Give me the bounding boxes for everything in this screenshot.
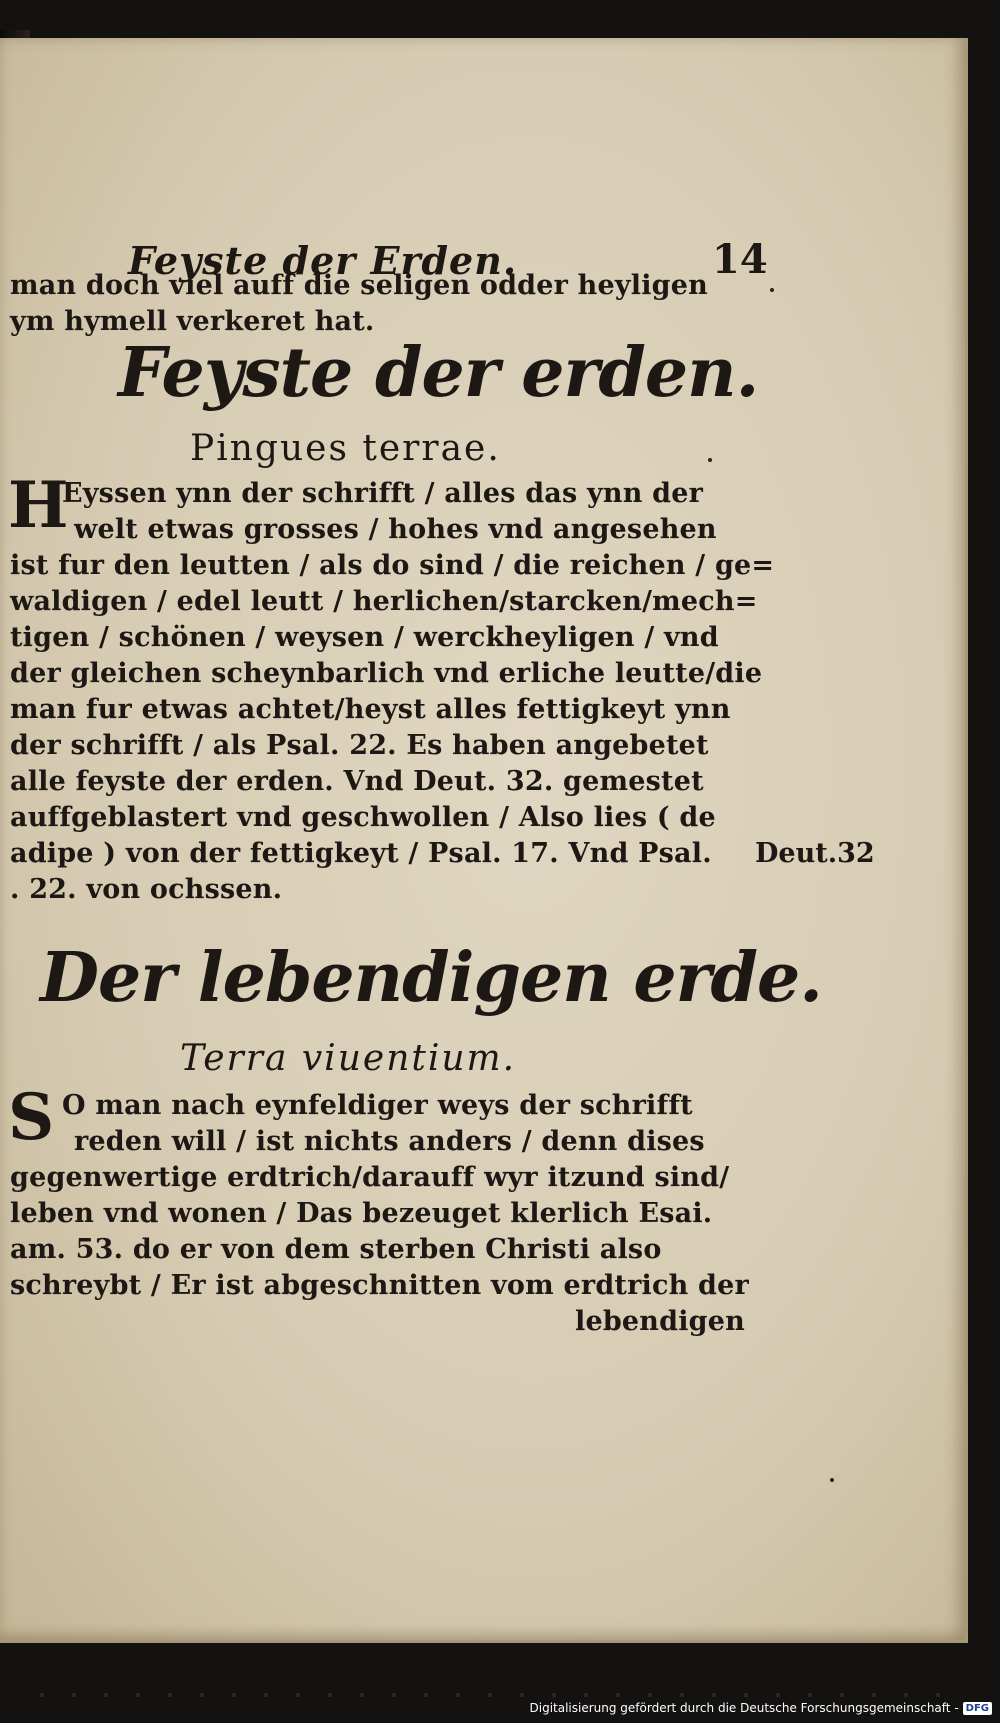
text-line: welt etwas grosses / hohes vnd angesehen xyxy=(74,514,717,545)
text-line: O man nach eynfeldiger weys der schrifft xyxy=(62,1090,693,1121)
text-line: Eyssen ynn der schrifft / alles das ynn der xyxy=(62,478,704,509)
text-line: man fur etwas achtet/heyst alles fettigkeyt ynn xyxy=(10,694,731,725)
catchword: lebendigen xyxy=(575,1306,745,1337)
text-line: ist fur den leutten / als do sind / die reichen / ge= xyxy=(10,550,775,581)
intro-line: ym hymell verkeret hat. xyxy=(10,306,375,337)
dfg-logo: DFG xyxy=(963,1702,992,1715)
text-line: leben vnd wonen / Das bezeuget klerlich Esai. xyxy=(10,1198,713,1229)
section-subheading: Terra viuentium. xyxy=(180,1038,517,1079)
ink-speck xyxy=(830,1478,834,1482)
credit-text: Digitalisierung gefördert durch die Deutsche Forschungsgemeinschaft - xyxy=(529,1701,959,1715)
book-page xyxy=(0,38,968,1643)
ink-speck xyxy=(708,458,712,462)
running-title: Feyste der Erden. xyxy=(128,238,518,283)
text-line: auffgeblastert vnd geschwollen / Also lies ( de xyxy=(10,802,716,833)
section-heading: Der lebendigen erde. xyxy=(40,938,822,1018)
drop-capital: S xyxy=(8,1080,55,1155)
digitization-credit xyxy=(530,1701,993,1715)
text-line: der schrifft / als Psal. 22. Es haben angebetet xyxy=(10,730,709,761)
text-line: waldigen / edel leutt / herlichen/starcken/mech= xyxy=(10,586,758,617)
text-line: der gleichen scheynbarlich vnd erliche leutte/die xyxy=(10,658,763,689)
text-line: reden will / ist nichts anders / denn dises xyxy=(74,1126,705,1157)
section-subheading: Pingues terrae. xyxy=(190,428,501,469)
text-line: gegenwertige erdtrich/darauff wyr itzund sind/ xyxy=(10,1162,730,1193)
page-number: 14 xyxy=(712,236,768,283)
text-line: tigen / schönen / weysen / werckheyligen / vnd xyxy=(10,622,719,653)
text-line: alle feyste der erden. Vnd Deut. 32. gemestet xyxy=(10,766,704,797)
text-line: am. 53. do er von dem sterben Christi also xyxy=(10,1234,662,1265)
page-edge-texture xyxy=(40,1693,960,1697)
margin-note: Deut.32 xyxy=(755,838,875,869)
drop-capital: H xyxy=(8,468,69,543)
text-line: schreybt / Er ist abgeschnitten vom erdtrich der xyxy=(10,1270,749,1301)
intro-line: man doch viel auff die seligen odder heyligen xyxy=(10,270,708,301)
ink-speck xyxy=(770,288,774,292)
text-line: adipe ) von der fettigkeyt / Psal. 17. Vnd Psal. xyxy=(10,838,712,869)
text-line: . 22. von ochssen. xyxy=(10,874,283,905)
section-heading: Feyste der erden. xyxy=(118,333,759,413)
